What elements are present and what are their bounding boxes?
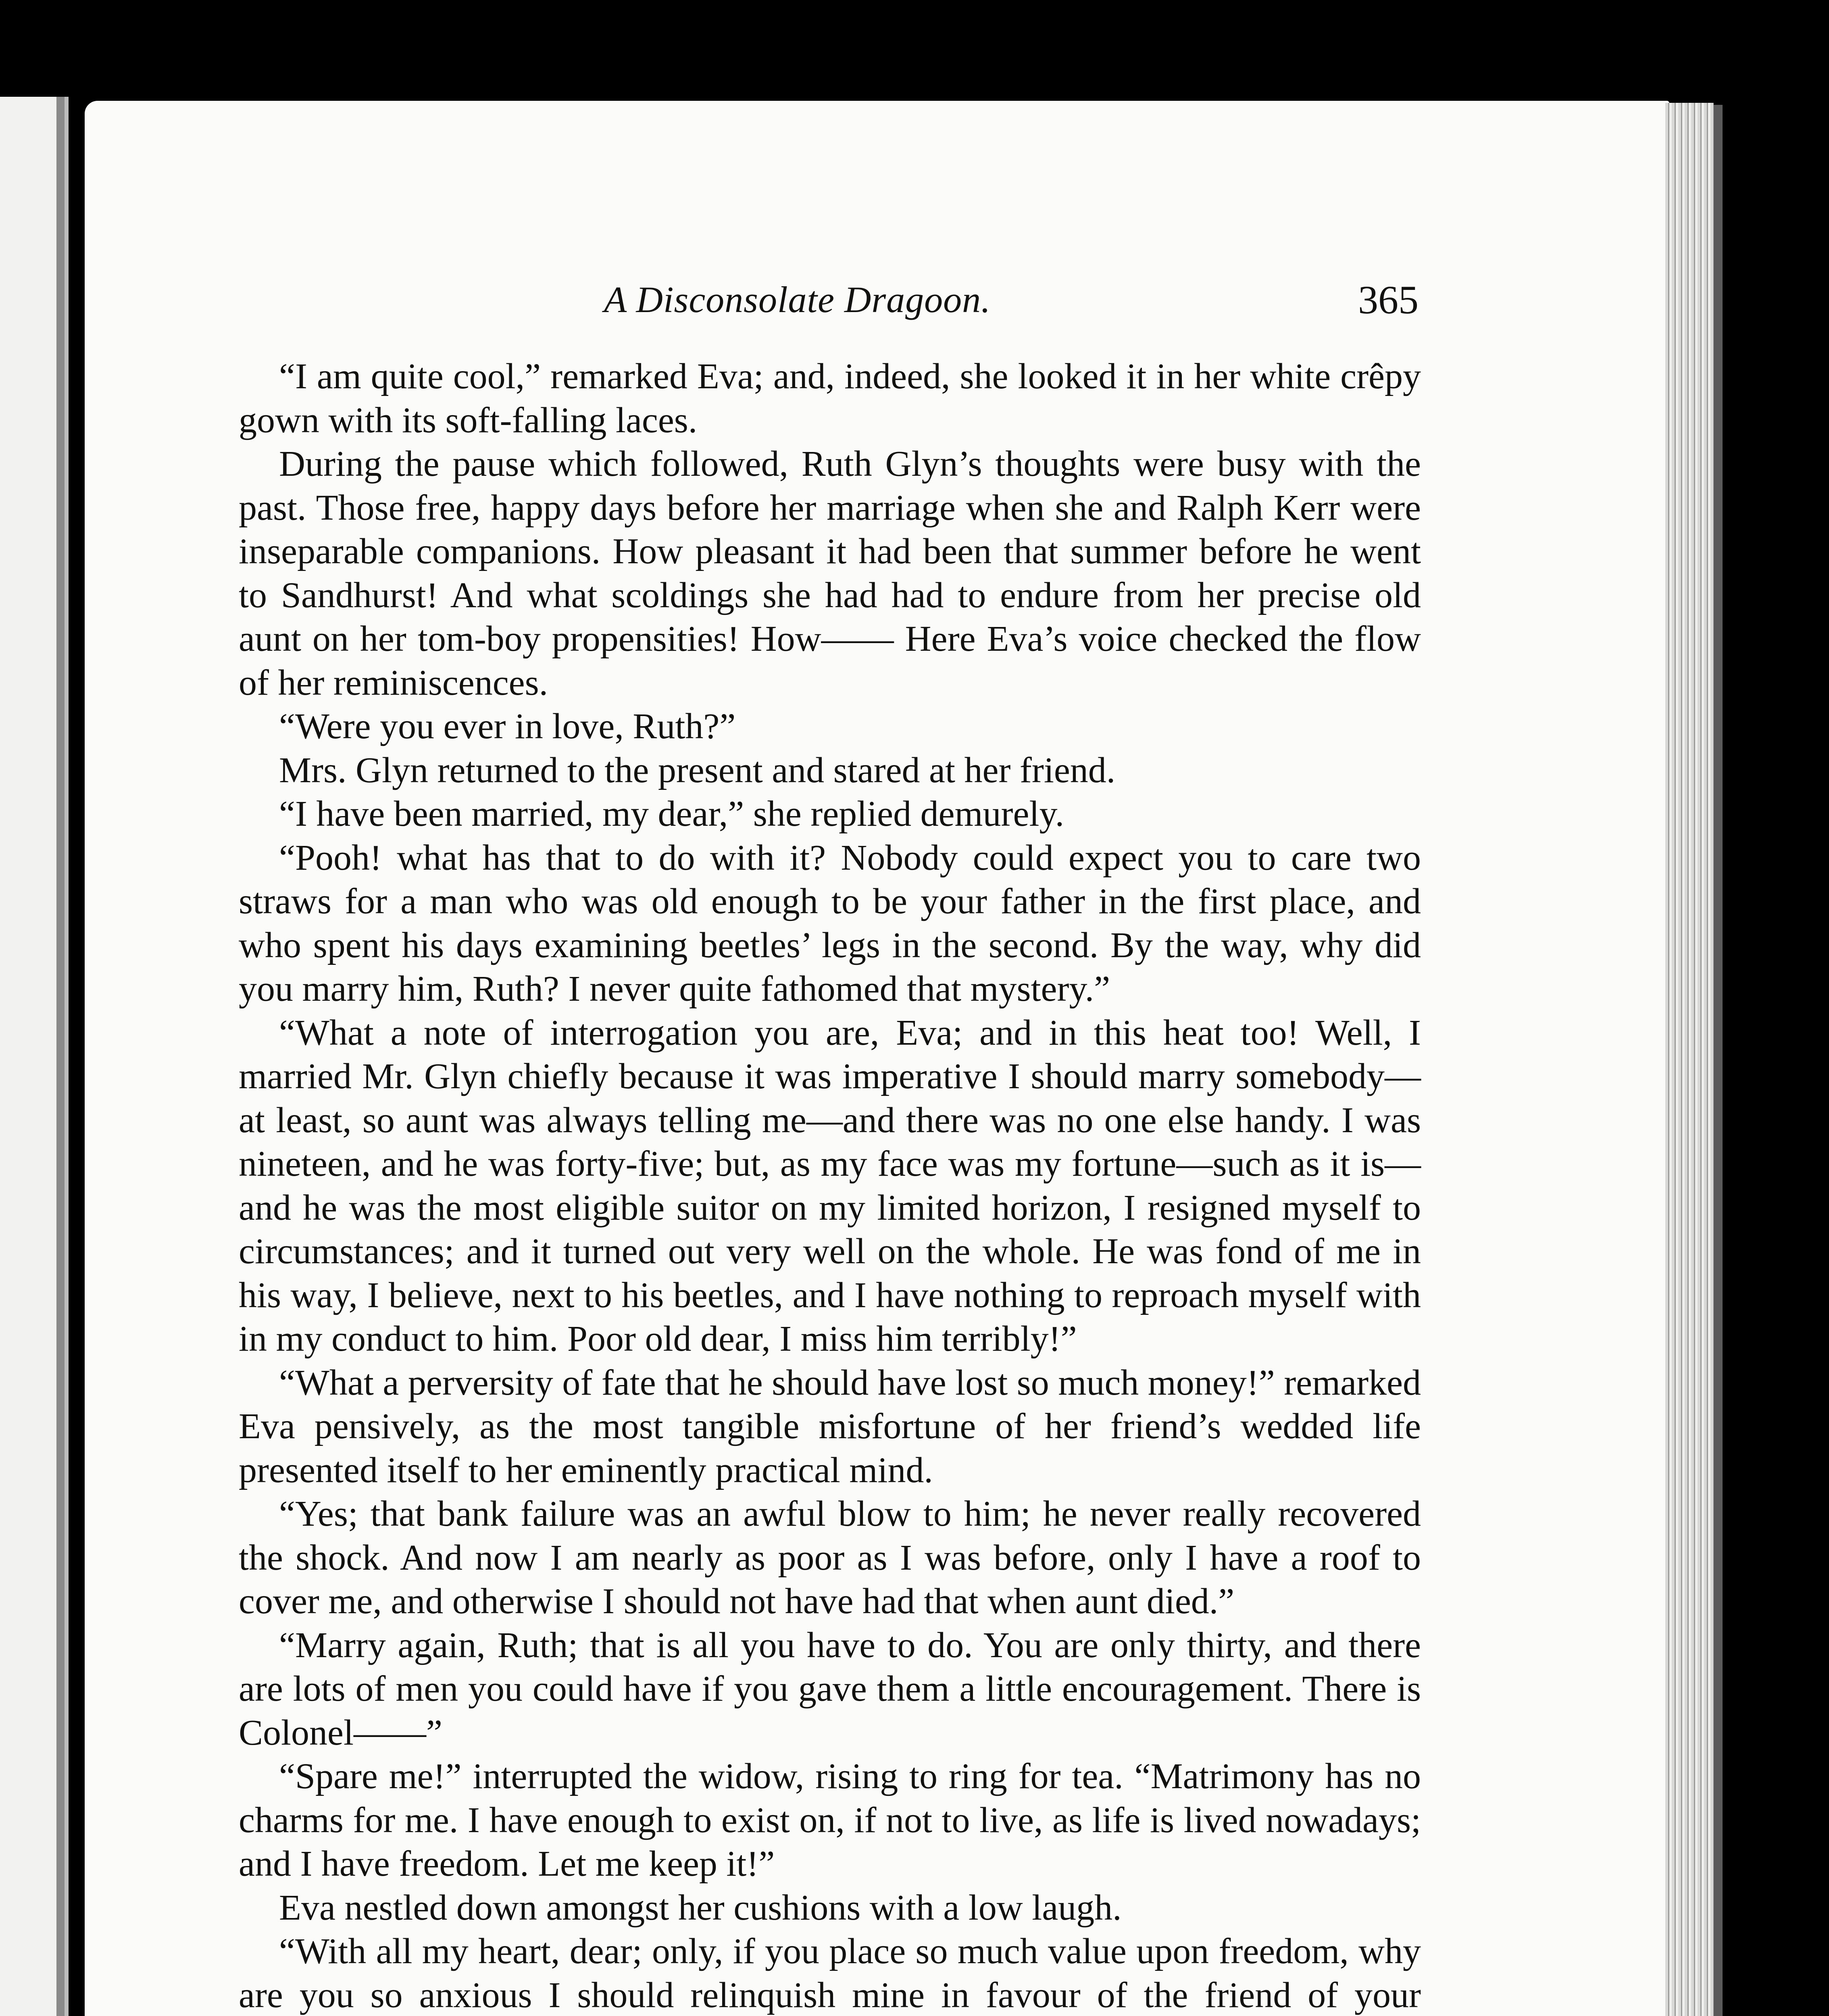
paragraph: “Pooh! what has that to do with it? Nobody could expect you to care two straws for a man who was old enough to be your father in the first place, and who spent his days examining beetles’ legs in the second. By the way, why did you marry him, Ruth? I never quite fathomed that mystery.” bbox=[239, 837, 1421, 1009]
body-text bbox=[239, 355, 1421, 2016]
gutter-shadow bbox=[56, 97, 65, 2016]
paragraph: “I am quite cool,” remarked Eva; and, indeed, she looked it in her white crêpy gown with its soft-falling laces. bbox=[239, 356, 1421, 440]
page-number: 365 bbox=[1358, 277, 1419, 322]
paragraph: “Yes; that bank failure was an awful blow to him; he never really recovered the shock. And now I am nearly as poor as I was before, only I have a roof to cover me, and otherwise I should not have had that when aunt died.” bbox=[239, 1494, 1421, 1621]
paragraph: “Were you ever in love, Ruth?” bbox=[279, 706, 736, 746]
paragraph: Mrs. Glyn returned to the present and stared at her friend. bbox=[279, 750, 1116, 790]
paragraph: Eva nestled down amongst her cushions with a low laugh. bbox=[279, 1887, 1122, 1928]
running-title: A Disconsolate Dragoon. bbox=[604, 279, 991, 320]
paragraph: “With all my heart, dear; only, if you place so much value upon freedom, why are you so anxious I should relinquish mine in favour of the friend of your bbox=[239, 1931, 1421, 2015]
paragraph: “Marry again, Ruth; that is all you have to do. You are only thirty, and there are lots of men you could have if you gave them a little encouragement. There is Colonel——” bbox=[239, 1625, 1421, 1753]
paragraph: “Spare me!” interrupted the widow, rising to ring for tea. “Matrimony has no charms for me. I have enough to exist on, if not to live, as life is lived nowadays; and I have freedom. Let me keep it!” bbox=[239, 1756, 1421, 1884]
paragraph: “I have been married, my dear,” she replied demurely. bbox=[279, 794, 1064, 834]
page-stack-shadow bbox=[1714, 105, 1723, 2016]
page-stack-edge bbox=[1665, 103, 1714, 2016]
paragraph: “What a note of interrogation you are, Eva; and in this heat too! Well, I married Mr. Glyn chiefly because it was imperative I should marry somebody—at least, so aunt was always telling me—and there was no one else handy. I was nineteen, and he was forty-five; but, as my face was my fortune—such as it is—and he was the most eligible suitor on my limited horizon, I resigned myself to circumstances; and it turned out very well on the whole. He was fond of me in his way, I believe, next to his beetles, and I have nothing to reproach myself with in my conduct to him. Poor old dear, I miss him terribly!” bbox=[239, 1012, 1421, 1359]
paragraph: “What a perversity of fate that he should have lost so much money!” remarked Eva pensively, as the most tangible misfortune of her friend’s wedded life presented itself to her eminently practical mind. bbox=[239, 1362, 1421, 1490]
paragraph: During the pause which followed, Ruth Glyn’s thoughts were busy with the past. Those free, happy days before her marriage when she and Ralph Kerr were inseparable companions. How pleasant it had been that summer before he went to Sandhurst! And what scoldings she had had to endure from her precise old aunt on her tom-boy propensities! How—— Here Eva’s voice checked the flow of her reminiscences. bbox=[239, 444, 1421, 703]
facing-page-edge bbox=[0, 97, 69, 2016]
running-head bbox=[241, 278, 1419, 335]
